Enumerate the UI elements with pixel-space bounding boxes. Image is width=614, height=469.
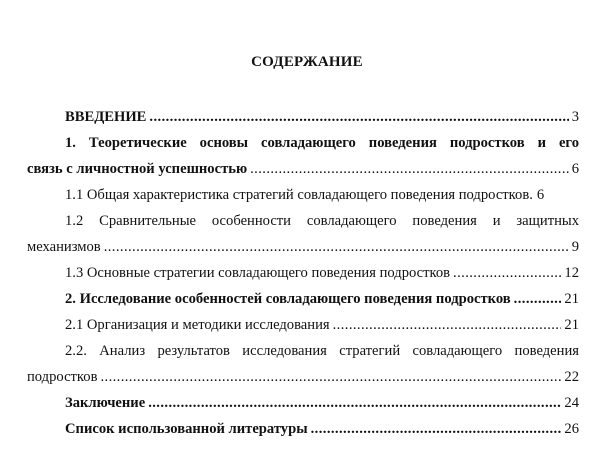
toc-entry-text: 1.3 Основные стратегии совладающего поведения подростков (65, 265, 451, 281)
toc-entry-text: механизмов (27, 239, 101, 255)
toc-page-number: 6 (536, 187, 545, 203)
toc-page-number: 12 (564, 265, 579, 281)
toc-page-number: 21 (564, 291, 579, 307)
toc-entry-section-2-2-line-2 (27, 364, 579, 390)
toc-leader-dots (148, 390, 561, 416)
toc-leader-dots (514, 286, 562, 312)
toc-page-number: 3 (571, 109, 579, 125)
toc-leader-dots (453, 260, 561, 286)
toc-entry-text: связь с личностной успешностью (27, 161, 248, 177)
table-of-contents (27, 104, 579, 442)
toc-entry-chapter-2 (27, 286, 579, 312)
toc-page-number: 22 (564, 369, 579, 385)
page-title: СОДЕРЖАНИЕ (251, 54, 363, 70)
toc-entry-text: подростков (27, 369, 98, 385)
toc-entry-text: 1.1 Общая характеристика стратегий совладающего поведения подростков. (65, 187, 533, 203)
toc-entry-section-1-3 (27, 260, 579, 286)
toc-page-number: 26 (564, 421, 579, 437)
toc-entry-introduction (27, 104, 579, 130)
toc-entry-section-2-2-line-1: 2.2. Анализ результатов исследования стратегий совладающего поведения (65, 343, 579, 359)
toc-entry-text: Список использованной литературы (65, 421, 308, 437)
toc-entry-chapter-1-line-2 (27, 156, 579, 182)
toc-leader-dots (149, 104, 568, 130)
toc-entry-section-1-1 (27, 182, 579, 208)
toc-page-number: 21 (564, 317, 579, 333)
toc-page-number: 24 (564, 395, 579, 411)
toc-entry-text: 2.1 Организация и методики исследования (65, 317, 330, 333)
toc-entry-references (27, 416, 579, 442)
toc-entry-text: Заключение (65, 395, 146, 411)
toc-entry-chapter-1-line-1: 1. Теоретические основы совладающего поведения подростков и его (65, 135, 579, 151)
toc-leader-dots (104, 234, 569, 260)
toc-leader-dots (311, 416, 562, 442)
toc-page-number: 9 (571, 239, 579, 255)
toc-leader-dots (250, 156, 569, 182)
toc-entry-section-1-2-line-2 (27, 234, 579, 260)
toc-leader-dots (333, 312, 562, 338)
toc-entry-text: 2. Исследование особенностей совладающего поведения подростков (65, 291, 511, 307)
toc-entry-conclusion (27, 390, 579, 416)
toc-entry-section-2-1 (27, 312, 579, 338)
toc-leader-dots (100, 364, 561, 390)
toc-entry-section-1-2-line-1: 1.2 Сравнительные особенности совладающего поведения и защитных (65, 213, 579, 229)
toc-page-number: 6 (571, 161, 579, 177)
toc-entry-text: ВВЕДЕНИЕ (65, 109, 147, 125)
